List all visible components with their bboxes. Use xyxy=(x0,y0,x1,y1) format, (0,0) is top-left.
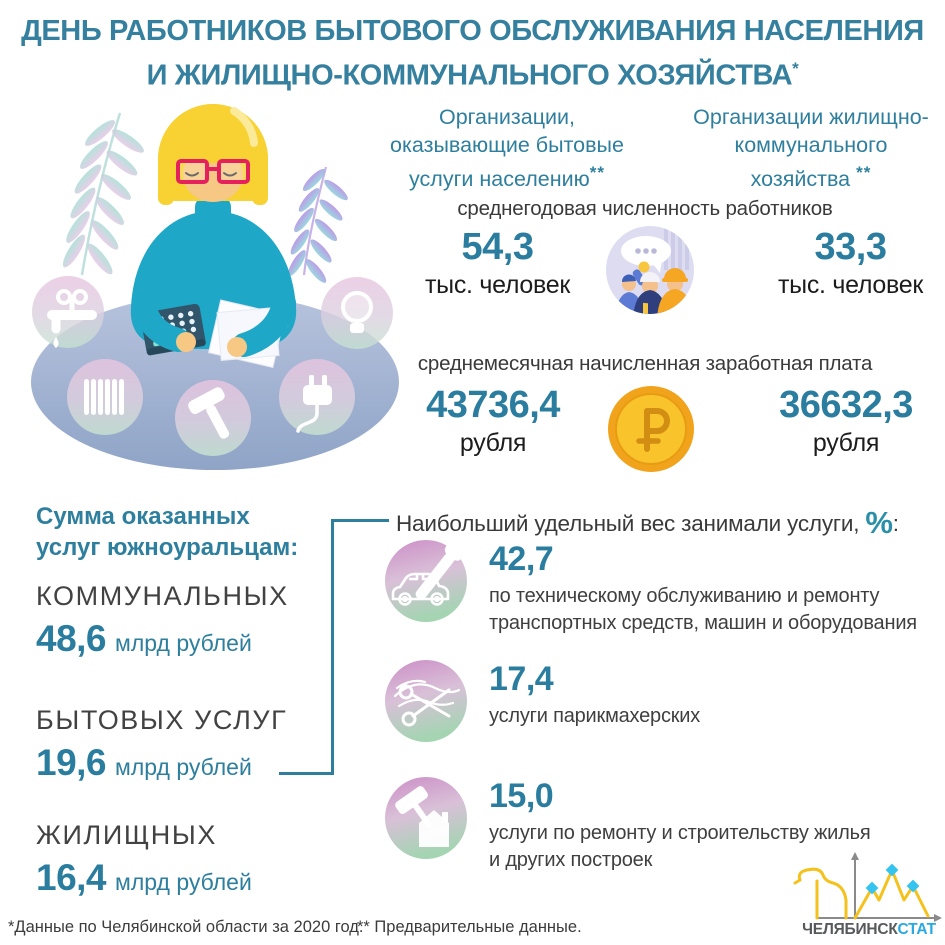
top-services-heading: Наибольший удельный вес занимали услуги, %: xyxy=(396,505,899,540)
stat-salary-consumer xyxy=(398,384,588,459)
stat-unit: тыс. человек xyxy=(778,271,923,299)
sum-item-housing xyxy=(36,820,252,899)
stat-value: 54,3 xyxy=(461,226,534,268)
sum-item-name: КОММУНАЛЬНЫХ xyxy=(36,581,289,611)
connector-line-bottom xyxy=(279,772,334,775)
plug-icon xyxy=(279,359,355,435)
fern-right-icon xyxy=(285,166,350,285)
column-header-housing-services: Организации жилищно- коммунального хозяйства ** xyxy=(693,105,929,192)
top-service-item-auto-repair xyxy=(383,538,917,636)
stat-value: 36632,3 xyxy=(779,384,913,426)
ruble-coin-icon xyxy=(605,383,697,475)
sum-item-communal xyxy=(36,581,289,660)
sum-item-unit: млрд рублей xyxy=(115,869,252,895)
service-percent-value: 42,7 xyxy=(489,540,554,578)
stat-unit: рубля xyxy=(812,429,880,457)
title-asterisk: * xyxy=(792,59,799,78)
title-line1: ДЕНЬ РАБОТНИКОВ БЫТОВОГО ОБСЛУЖИВАНИЯ НАСЕЛЕНИЯ xyxy=(21,15,924,47)
metric-label-salary: среднемесячная начисленная заработная плата xyxy=(417,352,873,375)
service-percent-value: 17,4 xyxy=(489,660,554,698)
footnote-marker: ** xyxy=(589,163,605,182)
metric-label-headcount: среднегодовая численность работников xyxy=(457,197,833,220)
column-header-consumer-services: Организации, оказывающие бытовые услуги населению** xyxy=(390,105,624,192)
logo-chelyabinskstat xyxy=(793,921,945,939)
connector-line-vertical xyxy=(331,519,334,775)
sum-item-name: ЖИЛИЩНЫХ xyxy=(36,820,217,850)
services-sum-heading: Сумма оказанных услуг южноуральцам: xyxy=(36,503,299,561)
sum-item-name: БЫТОВЫХ УСЛУГ xyxy=(36,705,288,735)
percent-sign: % xyxy=(865,505,893,540)
woman-accountant-illustration xyxy=(8,95,410,497)
logo-text-accent: СТАТ xyxy=(897,921,936,938)
stat-unit: рубля xyxy=(459,429,527,457)
sum-item-value: 19,6 xyxy=(36,742,107,783)
service-description: по техническому обслуживанию и ремонту транспортных средств, машин и оборудования xyxy=(489,585,917,634)
home-repair-icon xyxy=(383,775,469,861)
stat-salary-housing xyxy=(750,384,942,459)
service-description: услуги парикмахерских xyxy=(489,705,701,727)
page-title xyxy=(0,13,945,95)
connector-line-top xyxy=(331,519,389,522)
workers-chat-icon xyxy=(602,222,698,318)
service-description: услуги по ремонту и строительству жилья и других построек xyxy=(489,822,871,871)
sum-item-unit: млрд рублей xyxy=(115,754,252,780)
top-service-item-hairdressing xyxy=(383,658,700,744)
camel-chart-icon xyxy=(790,848,945,924)
stat-headcount-housing xyxy=(758,226,943,301)
stat-value: 43736,4 xyxy=(426,384,560,426)
fern-left-icon xyxy=(59,113,146,277)
radiator-icon xyxy=(67,359,143,435)
lightbulb-icon xyxy=(321,277,393,349)
footnote-marker: ** xyxy=(856,163,872,182)
title-line2: И ЖИЛИЩНО-КОММУНАЛЬНОГО ХОЗЯЙСТВА xyxy=(146,59,793,92)
sum-item-value: 16,4 xyxy=(36,857,107,898)
stat-headcount-consumer xyxy=(405,226,590,301)
footnote-preliminary: ** Предварительные данные. xyxy=(357,918,582,936)
hairdresser-scissors-icon xyxy=(383,658,469,744)
sum-item-unit: млрд рублей xyxy=(115,630,252,656)
footnote-data-source: *Данные по Челябинской области за 2020 год. xyxy=(8,918,364,936)
stat-unit: тыс. человек xyxy=(425,271,570,299)
stat-value: 33,3 xyxy=(814,226,887,268)
sum-item-value: 48,6 xyxy=(36,618,107,659)
sum-item-consumer xyxy=(36,705,287,784)
service-percent-value: 15,0 xyxy=(489,777,554,815)
logo-text-main: ЧЕЛЯБИНСК xyxy=(802,921,898,938)
faucet-icon xyxy=(32,276,104,348)
car-repair-icon xyxy=(383,538,469,624)
hammer-icon xyxy=(175,380,251,456)
